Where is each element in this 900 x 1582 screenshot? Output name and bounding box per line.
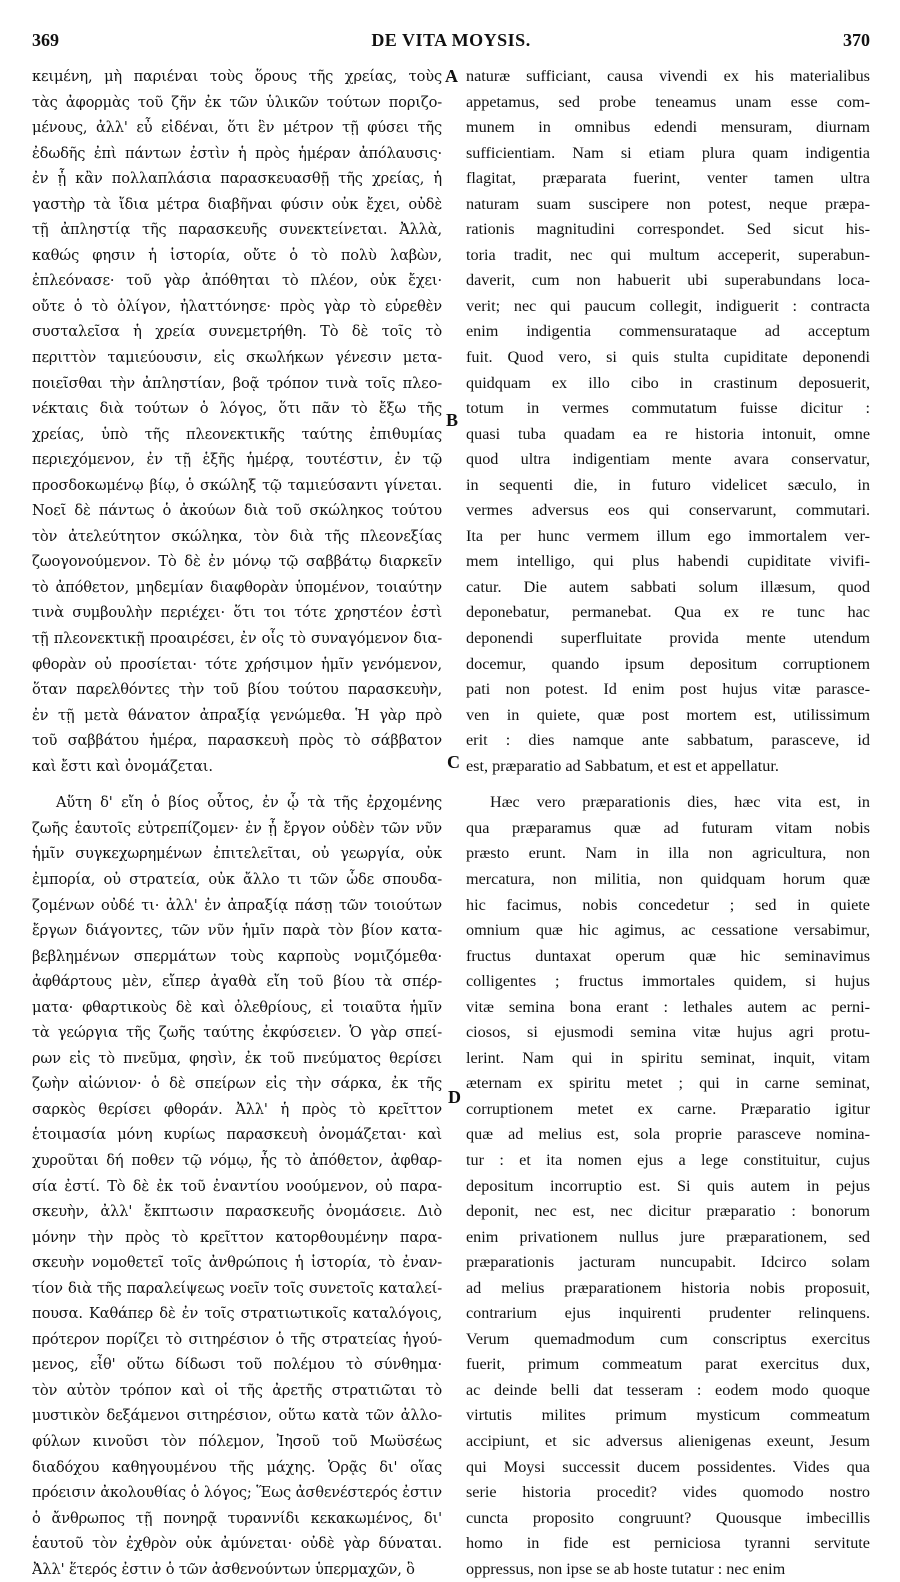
text-line: præsto erunt. Nam in illa non agricultura, non <box>466 844 870 863</box>
text-line: διαδόχου καθηγουμένου τῆς μάχης. Ὁρᾷς δι' οἵας <box>32 1458 442 1476</box>
text-line: ζομένων οὐδέ τι· ἀλλ' ἐν ἀπραξίᾳ πάσῃ τῶν τοιούτων <box>32 896 442 914</box>
greek-column <box>32 64 442 1582</box>
page-number-right: 370 <box>843 30 870 50</box>
text-line: τίον διὰ τῆς παραλείψεως νοεῖν τοῖς συνετοῖς καταλεί- <box>32 1279 442 1297</box>
text-line: in sequenti die, in futuro videlicet sæculo, in <box>466 475 870 494</box>
text-line: contrarium ejus inquirenti prudenter relinquens. <box>466 1304 870 1323</box>
margin-marker-a: A <box>445 66 458 86</box>
text-line: περιττὸν ταμιεύουσιν, εἰς σκωλήκων γένεσιν μετα- <box>32 349 442 367</box>
text-line: τὸ ἀπόθετον, μηδεμίαν διαφθορὰν ὑπομένον, τοιαύτην <box>32 578 442 596</box>
text-line: serie historia procedit? vides quomodo nostro <box>466 1483 870 1502</box>
text-line: omnium quæ hic agimus, ac cessatione versabimur, <box>466 921 870 940</box>
text-line: æternam ex spiritu metet ; qui in carne seminat, <box>466 1074 870 1093</box>
text-line: naturæ sufficiant, causa vivendi ex his materialibus <box>466 67 870 85</box>
text-line: νέκταις διὰ τούτων ὁ λόγος, ὅτι πᾶν τὸ ἔξω τῆς <box>32 400 442 418</box>
text-line: τὰς ἀφορμὰς τοῦ ζῆν ἐκ τῶν ὑλικῶν τούτων ποριζο- <box>32 93 442 111</box>
text-line: ἐμπορία, οὐ στρατεία, οὐκ ἄλλο τι τῶν ὧδε σπουδα- <box>32 870 442 888</box>
text-line: ac deinde belli dat tesseram : eodem modo quoque <box>466 1380 870 1399</box>
text-line: σαρκὸς θερίσει φθοράν. Ἀλλ' ἡ πρὸς τὸ κρεῖττον <box>32 1100 442 1118</box>
text-line: depositum incorruptio est. Si quis autem in pejus <box>466 1176 870 1195</box>
text-line: καθώς φησιν ἡ ἱστορία, οὔτε ὁ τὸ πολὺ λαβὼν, <box>32 246 442 264</box>
text-line: φθορὰν οὐ προσίεται· τότε χρήσιμον ἡμῖν γενόμενον, <box>32 655 442 673</box>
text-line: quidquam ex illo cibo in crastinum deposuerit, <box>466 373 870 392</box>
text-line: fructus duntaxat operum quæ hic seminavimus <box>466 946 870 965</box>
page-header <box>32 30 870 60</box>
text-line: συσταλεῖσα ἡ χρεία συνεμετρήθη. Τὸ δὲ τοῖς τὸ <box>32 323 442 341</box>
text-line: ἐν τῇ μετὰ θάνατον ἀπραξίᾳ γενώμεθα. Ἡ γὰρ πρὸ <box>32 706 442 724</box>
text-line: ἑαυτοῦ τὸν ἐχθρὸν οὐκ ἀμύνεται· οὐδὲ γὰρ δύναται. <box>32 1535 442 1553</box>
text-line: mem intelligo, qui plus habendi cupiditate vivifi- <box>466 552 870 571</box>
text-line: Hæc vero præparationis dies, hæc vita est, in <box>490 793 870 812</box>
text-line: μυστικὸν δεξάμενοι σιτηρέσιον, οὕτω κατὰ τῶν ἀλλο- <box>32 1407 442 1425</box>
text-line: accipiunt, et sic adversus alienigenas exeunt, Jesum <box>466 1431 870 1450</box>
text-line: ὁ ἄνθρωπος τῇ πονηρᾷ τυραννίδι κεκακωμένος, δι' <box>32 1509 442 1527</box>
text-line: rationis magnitudini correspondet. Sed sicut his- <box>466 220 870 239</box>
text-line: vermes adversus eos qui conservarunt, commutari. <box>466 501 870 520</box>
text-line: deponendi superfluitate provida mente utendum <box>466 629 870 648</box>
text-line: erit : dies namque ante sabbatum, parasceve, id <box>466 731 870 750</box>
text-line: Verum quemadmodum cum conscriptus exercitus <box>466 1329 870 1348</box>
text-line: naturam suam suscipere non potest, neque præpa- <box>466 194 870 213</box>
text-line: ἔργων διάγοντες, τῶν νῦν ἡμῖν παρὰ τὸν βίον κατα- <box>32 922 442 940</box>
latin-column <box>466 64 870 1582</box>
text-line: ad melius præparationem historia nobis proposuit, <box>466 1278 870 1297</box>
text-line: corruptionem metet ex carne. Præparatio igitur <box>466 1099 870 1118</box>
text-line: quæ ad melius est, sola proprie parasceve nomina- <box>466 1125 870 1144</box>
text-line: μένους, ἀλλ' εὖ εἰδέναι, ὅτι ἓν μέτρον τῇ φύσει τῆς <box>32 119 442 137</box>
text-line: enim privationem nullus jure præparationem, sed <box>466 1227 870 1246</box>
text-line: ἐδωδῆς ἐπὶ πάντων ἐστὶν ἡ πρὸς ἡμέραν ἀπόλαυσις· <box>32 144 442 162</box>
text-line: ζωῆς ἑαυτοῖς εὐτρεπίζομεν· ἐν ᾗ ἔργον οὐδὲν τῶν νῦν <box>32 819 442 837</box>
text-line: munem in omnibus edendi mensuram, diurnam <box>466 118 870 137</box>
text-line: verit; nec qui paucum collegit, indiguerit : contracta <box>466 296 870 315</box>
text-line: deponebatur, permanebat. Qua ex re tunc hac <box>466 603 870 622</box>
text-line: τὰ γεώργια τῆς ζωῆς ταύτης ἐκφύσειεν. Ὁ γὰρ σπεί- <box>32 1024 442 1042</box>
text-line: γαστὴρ τὰ ἴδια μέτρα διαβῆναι φύσιν οὐκ ἔχει, οὐδὲ <box>32 195 442 213</box>
text-line: homo in fide est perniciosa tyranni servitute <box>466 1534 870 1553</box>
text-line: πρόεισιν ἀκολουθίας ὁ λόγος; Ἕως ἀσθενέστερός ἐστιν <box>32 1484 442 1502</box>
text-line: καὶ ἔστι καὶ ὀνομάζεται. <box>32 757 213 775</box>
text-line: βεβλημένων σπερμάτων τοὺς καρποὺς νομιζόμεθα· <box>32 947 442 965</box>
text-line: τὸν αὐτὸν τρόπον καὶ οἱ τῆς ἀρετῆς στρατιῶται τὸ <box>32 1381 442 1399</box>
text-line: quod ultra indigentiam mente avara conservatur, <box>466 450 870 469</box>
text-line: μενος, εἶθ' οὕτω δίδωσι τοῦ πολέμου τὸ σύνθημα· <box>32 1356 442 1374</box>
text-line: docemur, quando ipsum depositum corruptionem <box>466 654 870 673</box>
text-line: ρων εἰς τὸ πνεῦμα, φησὶν, ἐκ τοῦ πνεύματος θερίσει <box>32 1049 442 1067</box>
text-line: mercatura, non militia, non quidquam horum quæ <box>466 869 870 888</box>
text-line: φύλων κινοῦσι τὸν πόλεμον, Ἰησοῦ τοῦ Μωϋσέως <box>32 1432 442 1450</box>
margin-marker-c: C <box>447 752 460 772</box>
text-line: flagitat, præparata fuerint, venter tamen ultra <box>466 169 870 188</box>
text-line: ζωογονούμενον. Τὸ δὲ ἐν μόνῳ τῷ σαββάτῳ διαρκεῖν <box>32 553 442 571</box>
text-line: vitæ semina bona erant : lethales autem ac perni- <box>466 997 870 1016</box>
text-line: sufficientiam. Nam si etiam plura quam indigentia <box>466 143 870 162</box>
text-line: σκευὴν νομοθετεῖ τοῖς ἀνθρώποις ἡ ἱστορία, τὸ ἐναν- <box>32 1254 442 1272</box>
text-line: ἡμῖν συγκεχωρημένων ἐπιτελεῖται, οὐ γεωργία, οὐκ <box>32 845 442 863</box>
text-line: πρότερον πορίζει τὸ σιτηρέσιον ὁ τῆς στρατείας ἡγού- <box>32 1330 442 1348</box>
text-line: fuerit, primum commeatum parat exercitus dux, <box>466 1355 870 1374</box>
text-line: oppressus, non ipse se ab hoste tutatur : nec enim <box>466 1559 786 1578</box>
text-line: totum in vermes commutatum fuisse dicitur : <box>466 399 870 418</box>
text-line: περιεχόμενον, ἐν τῇ ἑξῆς ἡμέρᾳ, τουτέστιν, ἐν τῷ <box>32 451 442 469</box>
page-number-left: 369 <box>32 30 59 50</box>
text-line: σία ἐστί. Τὸ δὲ ἐκ τοῦ ἐναντίου νοούμενον, οὐ παρα- <box>32 1177 442 1195</box>
text-line: enim indigentia commensurataque ad acceptum <box>466 322 870 341</box>
text-line: ἐπλεόνασε· τοῦ γὰρ ἀπόθηται τὸ πλέον, οὐκ ἔχει· <box>32 272 442 290</box>
text-line: quasi tuba quadam ea re historia intonuit, omne <box>466 424 870 443</box>
text-line: cuncta proposito congruunt? Quousque imbecillis <box>466 1508 870 1527</box>
text-line: χυροῦται δή ποθεν τῷ νόμῳ, ἧς τὸ ἀπόθετον, ἀφθαρ- <box>32 1151 442 1169</box>
text-line: Ita per hunc vermem illum ego immortalem ver- <box>466 526 870 545</box>
text-line: hic facimus, nobis concedetur ; sed in quiete <box>466 895 870 914</box>
text-line: Αὕτη δ' εἴη ὁ βίος οὗτος, ἐν ᾧ τὰ τῆς ἐρχομένης <box>56 794 442 812</box>
text-line: daverit, cum non habuerit ubi superabundans loca- <box>466 271 870 290</box>
running-title: DE VITA MOYSIS. <box>371 30 531 50</box>
text-line: προσδοκωμένῳ βίῳ, ὁ σκώληξ τῷ ταμιεύσαντι γίνεται. <box>32 476 442 494</box>
text-line: lerint. Nam qui in spiritu seminat, inquit, vitam <box>466 1048 870 1067</box>
text-line: qua præparamus quæ ad futuram vitam nobis <box>466 818 870 837</box>
text-line: ἑτοιμασία μόνη κυρίως παρασκευὴ ὀνομάζεται· καὶ <box>32 1126 442 1144</box>
text-line: catur. Die autem sabbati solum illæsum, quod <box>466 577 870 596</box>
text-line: ζωὴν αἰώνιον· ὁ δὲ σπείρων εἰς τὴν σάρκα, ἐκ τῆς <box>32 1075 442 1093</box>
text-line: ἀφθάρτους μὲν, εἴπερ ἀγαθὰ εἴη τοῦ βίου τὰ σπέρ- <box>32 973 442 991</box>
text-line: χρείας, ὑπὸ τῆς πλεονεκτικῆς ταύτης ἐπιθυμίας <box>32 425 442 443</box>
text-line: ματα· φθαρτικοὺς δὲ καὶ ὀλεθρίους, εἰ τοιαῦτα ἡμῖν <box>32 998 442 1016</box>
text-line: appetamus, sed probe teneamus unam esse com- <box>466 92 870 111</box>
text-line: Νοεῖ δὲ πάντως ὁ ἀκούων διὰ τοῦ σκώληκος τούτου <box>32 502 442 520</box>
text-line: σκευὴν, ἀλλ' ἔκπτωσιν παρασκευῆς ὀνομάσειε. Διὸ <box>32 1203 442 1221</box>
text-line: præparationis jacturam nuncupabit. Idcirco solam <box>466 1253 870 1272</box>
text-line: κειμένη, μὴ παριέναι τοὺς ὅρους τῆς χρείας, τοὺς <box>32 68 442 85</box>
text-line: μόνην τὴν πρὸς τὸ κρεῖττον κατορθουμένην παρα- <box>32 1228 442 1246</box>
text-line: ciosos, si ejusmodi semina vitæ hujus agri protu- <box>466 1023 870 1042</box>
text-line: toria tradit, nec qui multum acceperit, superabun- <box>466 245 870 264</box>
text-line: τὸν ἀτελεύτητον σκώληκα, τὸν διὰ τῆς πλεονεξίας <box>32 527 442 545</box>
text-line: deponit, nec est, nec dicitur præparatio : bonorum <box>466 1202 870 1221</box>
text-line: pati non potest. Id enim post hujus vitæ parasce- <box>466 680 870 699</box>
text-line: fuit. Quod vero, si quis stulta cupiditate deponendi <box>466 348 870 367</box>
text-line: qui Moysi successit ducem possidentes. Vides qua <box>466 1457 870 1476</box>
text-line: τινὰ συμβουλὴν περιέχει· ὅτι τοι τότε χρηστέον ἐστὶ <box>32 604 442 622</box>
paragraph-gap <box>32 779 442 790</box>
text-line: πουσα. Καθάπερ δὲ ἐν τοῖς στρατιωτικοῖς καταλόγοις, <box>32 1305 442 1323</box>
text-line: Ἀλλ' ἕτερός ἐστιν ὁ τῶν ἀσθενούντων ὑπερμαχῶν, ὃ <box>32 1560 415 1578</box>
paragraph-gap <box>466 779 870 790</box>
text-line: tur : et ita nomen ejus a lege constituitur, cujus <box>466 1150 870 1169</box>
text-line: ven in quiete, quæ post mortem est, utilissimum <box>466 705 870 724</box>
margin-marker-b: B <box>446 410 459 430</box>
text-line: τῇ πλεονεκτικῇ προαιρέσει, ἐν οἷς τὸ συναγόμενον δια- <box>32 630 442 648</box>
text-line: οὔτε ὁ τὸ ὀλίγον, ἠλαττόνησε· πρὸς γὰρ τὸ εὑρεθὲν <box>32 297 442 315</box>
text-line: ὅταν παρελθόντες τὴν τοῦ βίου τούτου παρασκευὴν, <box>32 681 442 699</box>
text-line: colligentes ; fructus immortales quidem, si hujus <box>466 972 870 991</box>
text-line: est, præparatio ad Sabbatum, et est et appellatur. <box>466 756 779 775</box>
text-line: virtutis milites primum mysticum commeatum <box>466 1406 870 1425</box>
text-line: ποιεῖσθαι τὴν ἀπληστίαν, βοᾷ τρόπον τινὰ τοῖς πλεο- <box>32 374 442 392</box>
text-line: τοῦ σαββάτου ἡμέρα, παρασκευὴ πρὸς τὸ σάββατον <box>32 732 442 750</box>
margin-marker-d: D <box>448 1087 461 1107</box>
text-line: ἐν ᾗ κἂν πολλαπλάσια παρασκευασθῇ τῆς χρείας, ἡ <box>32 170 442 188</box>
text-line: τῇ ἀπληστίᾳ τῆς παρασκευῆς συνεκτείνεται. Ἀλλὰ, <box>32 221 442 239</box>
